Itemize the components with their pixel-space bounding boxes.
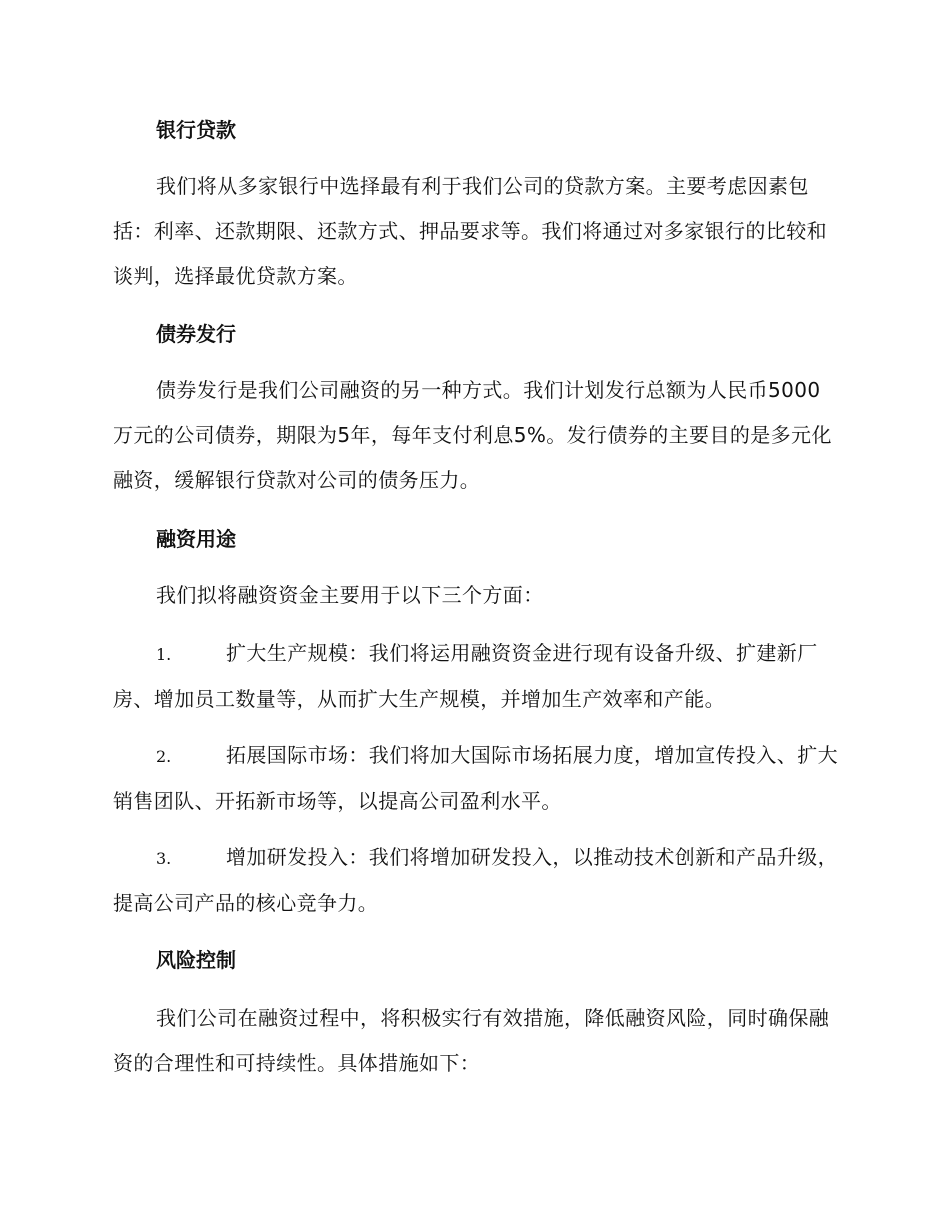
list-item-number: 3. [156, 849, 172, 868]
section-body-bond-issuance: 债券发行是我们公司融资的另一种方式。我们计划发行总额为人民币5000万元的公司债券，期限为5年，每年支付利息5%。发行债券的主要目的是多元化融资，缓解银行贷款对公司的债务压力。 [113, 378, 832, 492]
list-item [113, 631, 838, 722]
section-heading-bond-issuance: 债券发行 [156, 322, 236, 346]
section-heading-bank-loan: 银行贷款 [156, 118, 236, 142]
list-item-text: 增加研发投入：我们将增加研发投入，以推动技术创新和产品升级，提高公司产品的核心竞争力。 [113, 845, 838, 915]
list-item-text: 扩大生产规模：我们将运用融资资金进行现有设备升级、扩建新厂房、增加员工数量等，从而扩大生产规模，并增加生产效率和产能。 [113, 641, 818, 711]
section-body-financing-use: 我们拟将融资资金主要用于以下三个方面： [156, 583, 544, 607]
section-heading-risk-control: 风险控制 [156, 948, 236, 972]
list-item [113, 733, 838, 824]
section-body-bank-loan: 我们将从多家银行中选择最有利于我们公司的贷款方案。主要考虑因素包括：利率、还款期限、还款方式、押品要求等。我们将通过对多家银行的比较和谈判，选择最优贷款方案。 [113, 174, 827, 288]
section-body-risk-control: 我们公司在融资过程中，将积极实行有效措施，降低融资风险，同时确保融资的合理性和可持续性。具体措施如下： [113, 1006, 830, 1075]
list-item-text: 拓展国际市场：我们将加大国际市场拓展力度，增加宣传投入、扩大销售团队、开拓新市场等，以提高公司盈利水平。 [113, 743, 838, 813]
list-item [113, 835, 838, 926]
list-item-number: 2. [156, 747, 172, 766]
list-item-number: 1. [156, 645, 172, 664]
section-heading-financing-use: 融资用途 [156, 527, 236, 551]
